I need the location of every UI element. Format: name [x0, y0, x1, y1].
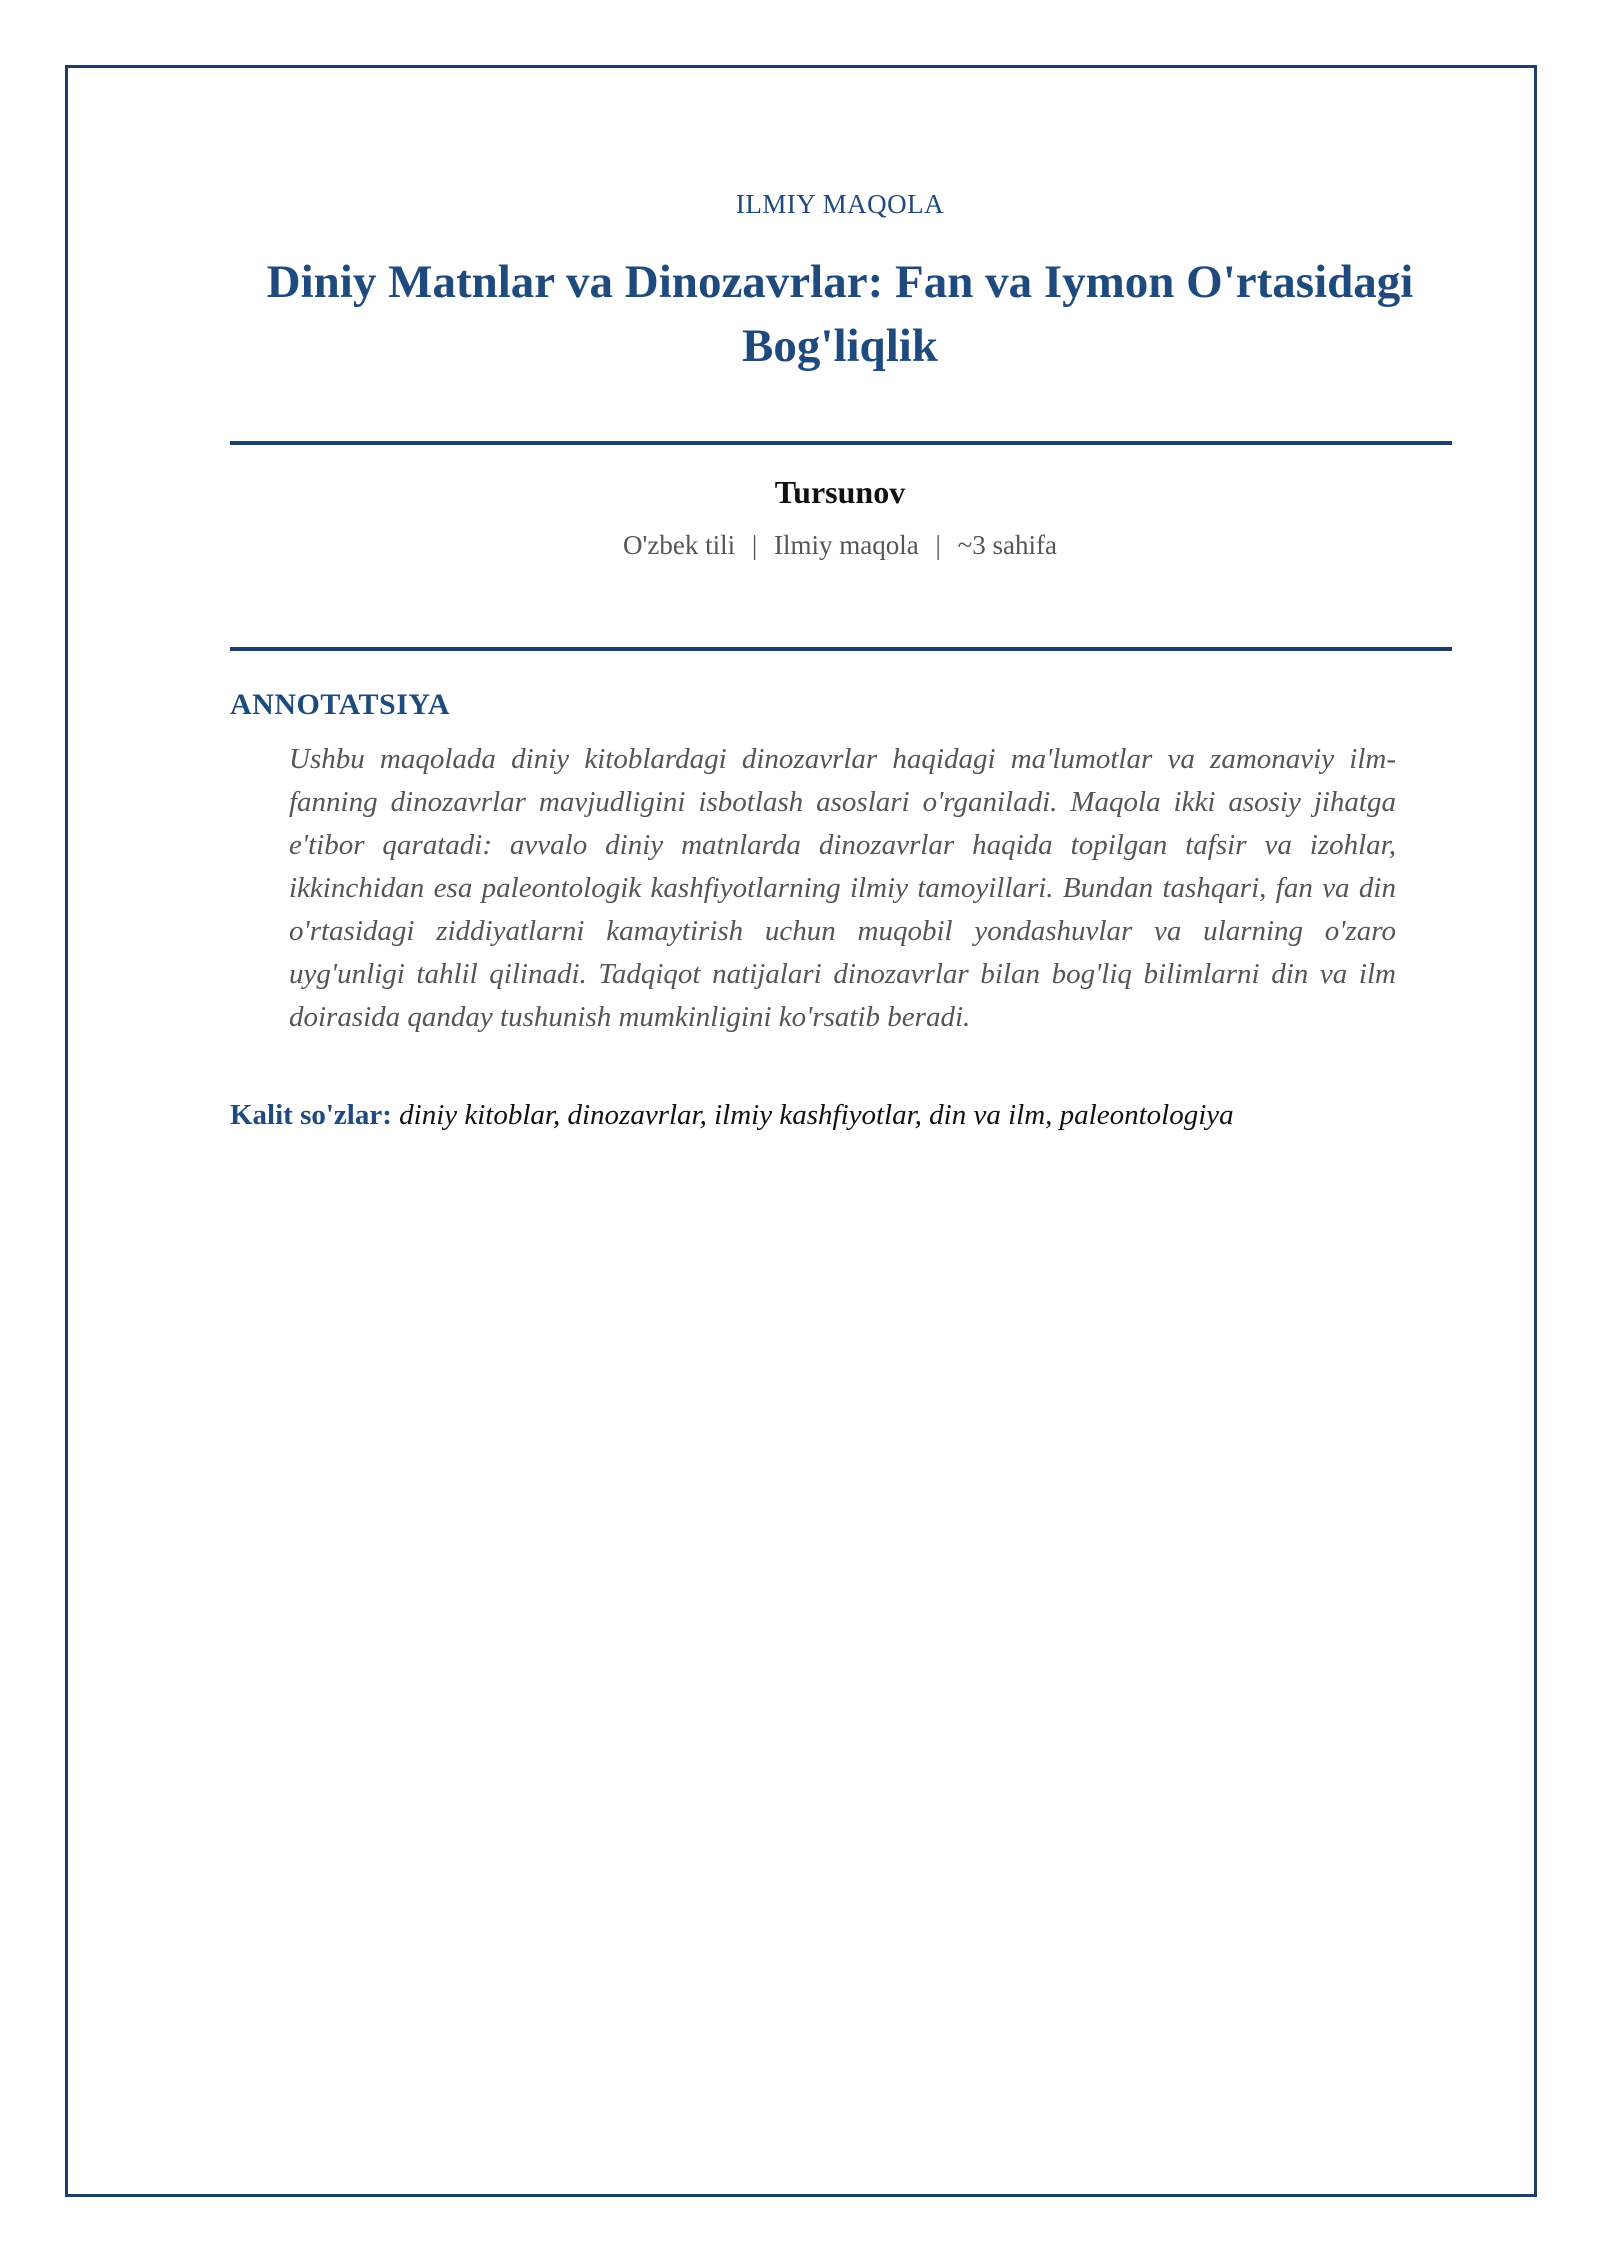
- divider-bottom: [230, 647, 1452, 651]
- keywords-label: Kalit so'zlar:: [230, 1099, 392, 1131]
- meta-type: Ilmiy maqola: [774, 530, 919, 560]
- meta-language: O'zbek tili: [623, 530, 736, 560]
- divider-top: [230, 441, 1452, 445]
- keywords-line: [230, 1099, 1450, 1132]
- author-name: Tursunov: [774, 474, 906, 510]
- meta-separator: |: [935, 530, 941, 560]
- article-title: Diniy Matnlar va Dinozavrlar: Fan va Iymon O'rtasidagi Bog'liqlik: [266, 256, 1414, 372]
- article-meta: [230, 530, 1450, 561]
- abstract-heading: ANNOTATSIYA: [230, 688, 450, 721]
- meta-separator: |: [751, 530, 758, 560]
- meta-pages: ~3 sahifa: [957, 530, 1057, 560]
- article-type-label: ILMIY MAQOLA: [735, 189, 945, 219]
- abstract-text: Ushbu maqolada diniy kitoblardagi dinozavrlar haqidagi ma'lumotlar va zamonaviy ilm-fanning dinozavrlar mavjudligini isbotlash asoslari o'rganiladi. Maqola ikki asosiy jihatga e'tibor qaratadi: avvalo diniy matnlarda dinozavrlar haqida topilgan tafsir va izohlar, ikkinchidan esa paleontologik kashfiyotlarning ilmiy tamoyillari. Bundan tashqari, fan va din o'rtasidagi ziddiyatlarni kamaytirish uchun muqobil yondashuvlar va ularning o'zaro uyg'unligi tahlil qilinadi. Tadqiqot natijalari dinozavrlar bilan bog'liq bilimlarni din va ilm doirasida qanday tushunish mumkinligini ko'rsatib beradi.: [289, 743, 1396, 1033]
- keywords-list: diniy kitoblar, dinozavrlar, ilmiy kashfiyotlar, din va ilm, paleontologiya: [399, 1099, 1234, 1131]
